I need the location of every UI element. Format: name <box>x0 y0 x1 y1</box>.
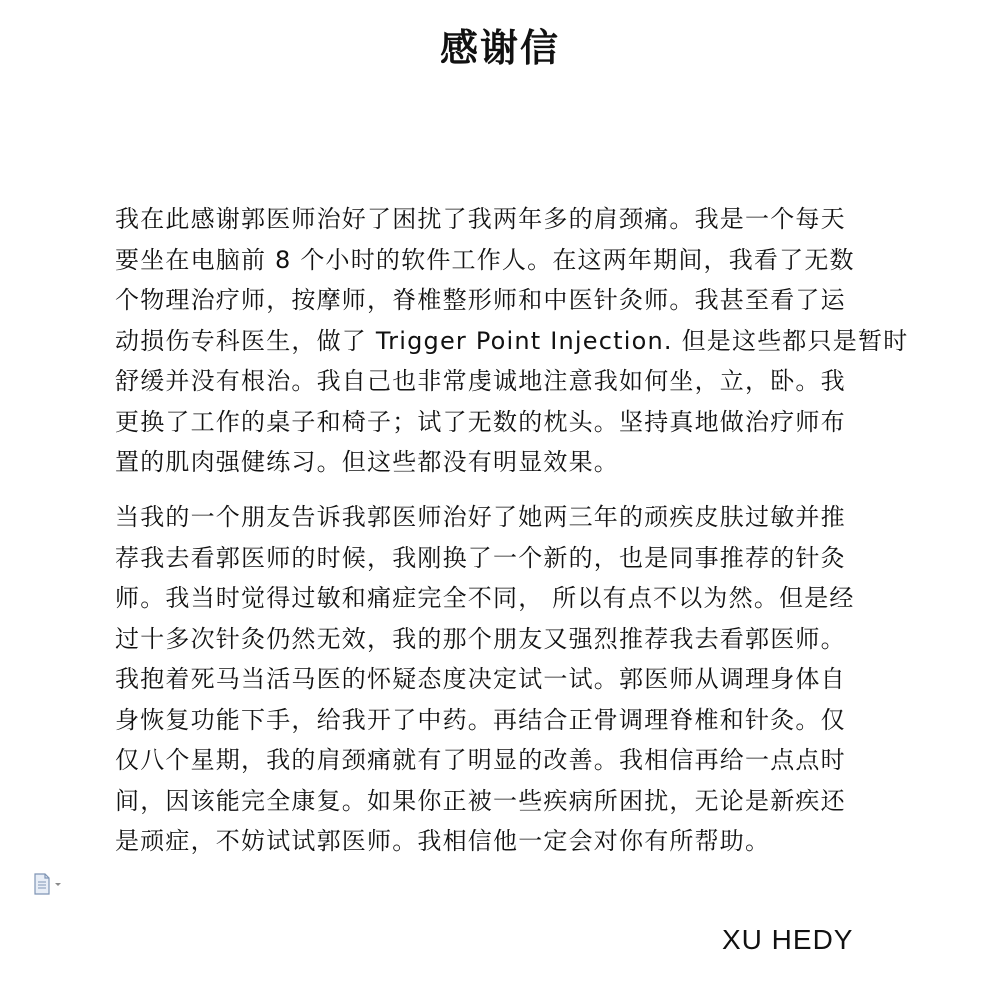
paragraph-line: 要坐在电脑前 8 个小时的软件工作人。在这两年期间，我看了无数 <box>115 245 855 274</box>
signature: XU HEDY <box>722 924 854 955</box>
letter-title: 感谢信 <box>439 26 560 70</box>
paragraph-line: 我抱着死马当活马医的怀疑态度决定试一试。郭医师从调理身体自 <box>115 665 846 693</box>
paragraph-line: 师。我当时觉得过敏和痛症完全不同， 所以有点不以为然。但是经 <box>115 584 855 612</box>
paragraph-line: 荐我去看郭医师的时候，我刚换了一个新的，也是同事推荐的针灸 <box>115 543 846 572</box>
paragraph-1 <box>115 199 909 483</box>
paragraph-line: 我在此感谢郭医师治好了困扰了我两年多的肩颈痛。我是一个每天 <box>115 205 846 233</box>
paragraph-line: 是顽症，不妨试试郭医师。我相信他一定会对你有所帮助。 <box>115 827 771 855</box>
paragraph-line: 仅八个星期，我的肩颈痛就有了明显的改善。我相信再给一点点时 <box>115 746 846 774</box>
paragraph-line: 当我的一个朋友告诉我郭医师治好了她两三年的顽疾皮肤过敏并推 <box>115 503 846 531</box>
paragraph-line: 动损伤专科医生，做了 Trigger Point Injection. 但是这些都只是暂时 <box>115 326 909 355</box>
paragraph-line: 舒缓并没有根治。我自己也非常虔诚地注意我如何坐，立，卧。我 <box>115 367 846 395</box>
paragraph-line: 身恢复功能下手，给我开了中药。再结合正骨调理脊椎和针灸。仅 <box>115 705 846 734</box>
paragraph-line: 间，因该能完全康复。如果你正被一些疾病所困扰，无论是新疾还 <box>115 786 846 815</box>
paragraph-line: 过十多次针灸仍然无效，我的那个朋友又强烈推荐我去看郭医师。 <box>115 624 846 653</box>
paste-options-button[interactable] <box>33 873 69 895</box>
paste-options-icon <box>33 873 69 895</box>
paragraph-line: 更换了工作的桌子和椅子；试了无数的枕头。坚持真地做治疗师布 <box>115 407 846 436</box>
paragraph-line: 置的肌肉强健练习。但这些都没有明显效果。 <box>115 448 619 476</box>
paragraph-2 <box>115 497 895 862</box>
paragraph-line: 个物理治疗师，按摩师，脊椎整形师和中医针灸师。我甚至看了运 <box>115 286 846 314</box>
